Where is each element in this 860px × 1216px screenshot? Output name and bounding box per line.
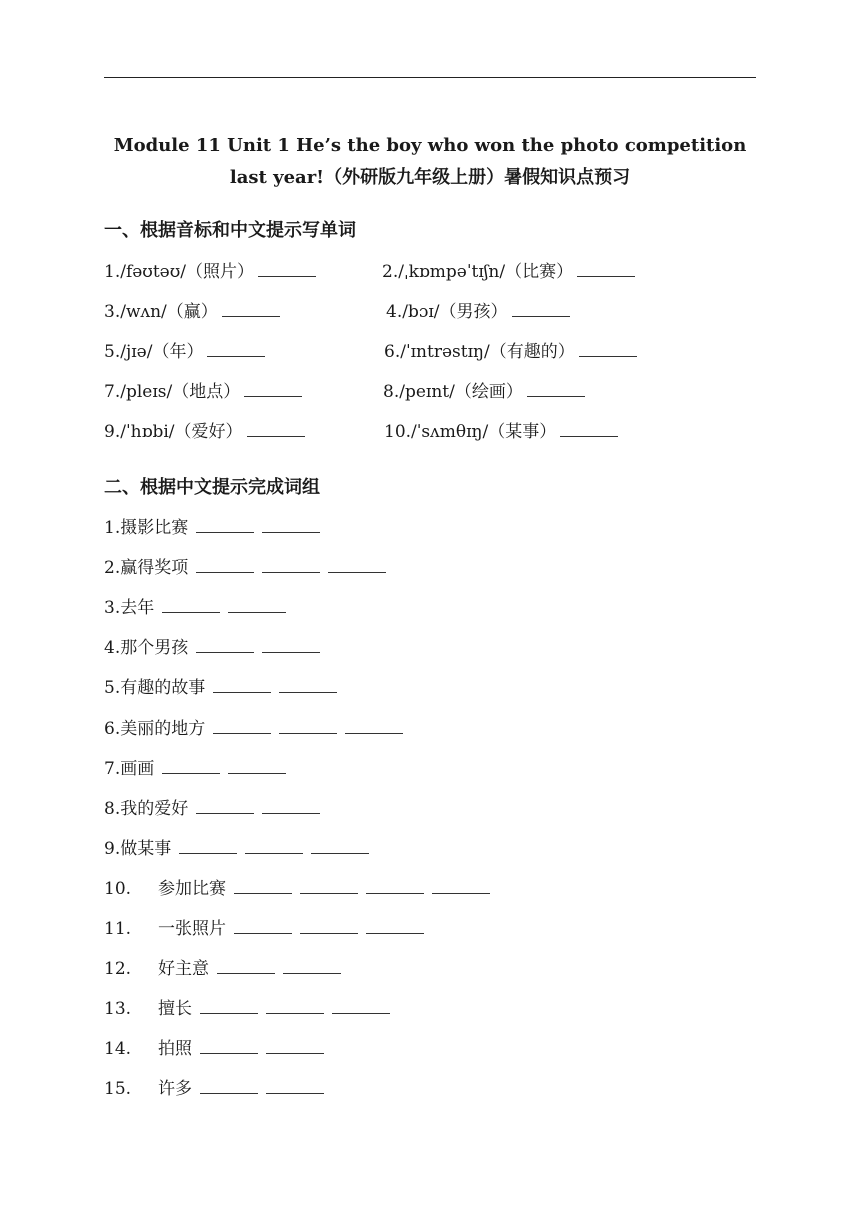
vocab-item-4: 4./bɔɪ/（男孩） bbox=[386, 299, 570, 325]
header-rule bbox=[104, 77, 756, 78]
answer-blank[interactable] bbox=[262, 635, 320, 653]
answer-blank[interactable] bbox=[283, 956, 341, 974]
phrase-item-10 bbox=[104, 876, 490, 902]
answer-blank[interactable] bbox=[213, 675, 271, 693]
phrase-text: 画画 bbox=[120, 758, 155, 779]
phrase-number: 1. bbox=[104, 518, 121, 538]
phrase-text: 许多 bbox=[158, 1079, 192, 1100]
vocab-item-3: 3./wʌn/（赢） bbox=[104, 299, 280, 325]
vocab-item-5: 5./jɪə/（年） bbox=[104, 339, 265, 365]
phrase-item-1 bbox=[104, 515, 320, 541]
answer-blank[interactable] bbox=[262, 555, 320, 573]
answer-blank[interactable] bbox=[332, 996, 390, 1014]
phrase-number: 6. bbox=[104, 718, 121, 739]
document-title bbox=[104, 130, 756, 194]
phrase-number: 8. bbox=[104, 798, 121, 819]
phrase-item-13 bbox=[104, 996, 390, 1022]
answer-blank[interactable] bbox=[200, 996, 258, 1014]
phrase-number: 14. bbox=[104, 1039, 132, 1060]
section-2-heading: 二、根据中文提示完成词组 bbox=[104, 477, 320, 498]
answer-blank[interactable] bbox=[512, 299, 570, 317]
answer-blank[interactable] bbox=[366, 876, 424, 894]
phrase-item-9 bbox=[104, 836, 369, 862]
answer-blank[interactable] bbox=[162, 595, 220, 613]
answer-blank[interactable] bbox=[196, 515, 254, 533]
answer-blank[interactable] bbox=[245, 836, 303, 854]
phrase-text: 那个男孩 bbox=[120, 638, 189, 659]
phrase-item-8 bbox=[104, 796, 320, 822]
phrase-text: 参加比赛 bbox=[158, 878, 226, 899]
answer-blank[interactable] bbox=[258, 259, 316, 277]
answer-blank[interactable] bbox=[244, 379, 302, 397]
vocab-item-9: 9./ˈhɒbi/（爱好） bbox=[104, 419, 305, 445]
answer-blank[interactable] bbox=[266, 996, 324, 1014]
phrase-item-2 bbox=[104, 555, 386, 581]
answer-blank[interactable] bbox=[345, 716, 403, 734]
answer-blank[interactable] bbox=[207, 339, 265, 357]
phrase-number: 15. bbox=[104, 1079, 132, 1100]
phrase-text: 拍照 bbox=[158, 1039, 192, 1060]
answer-blank[interactable] bbox=[234, 916, 292, 934]
phrase-item-5 bbox=[104, 675, 337, 701]
phrase-text: 擅长 bbox=[158, 999, 192, 1020]
phrase-text: 做某事 bbox=[120, 838, 172, 859]
answer-blank[interactable] bbox=[222, 299, 280, 317]
answer-blank[interactable] bbox=[262, 515, 320, 533]
answer-blank[interactable] bbox=[366, 916, 424, 934]
answer-blank[interactable] bbox=[196, 555, 254, 573]
answer-blank[interactable] bbox=[262, 796, 320, 814]
phrase-number: 2. bbox=[104, 558, 121, 579]
phrase-item-3 bbox=[104, 595, 286, 621]
answer-blank[interactable] bbox=[311, 836, 369, 854]
phrase-number: 13. bbox=[104, 999, 132, 1020]
vocab-item-2: 2./ˌkɒmpəˈtɪʃn/（比赛） bbox=[382, 259, 635, 285]
answer-blank[interactable] bbox=[300, 916, 358, 934]
vocab-item-10: 10./ˈsʌmθɪŋ/（某事） bbox=[384, 419, 618, 445]
answer-blank[interactable] bbox=[200, 1036, 258, 1054]
answer-blank[interactable] bbox=[196, 796, 254, 814]
answer-blank[interactable] bbox=[560, 419, 618, 437]
vocab-item-7: 7./pleɪs/（地点） bbox=[104, 379, 302, 405]
phrase-number: 9. bbox=[104, 838, 121, 859]
phrase-text: 去年 bbox=[120, 598, 155, 619]
title-line-1: Module 11 Unit 1 He’s the boy who won the photo competition bbox=[113, 135, 747, 156]
phrase-item-15 bbox=[104, 1076, 324, 1102]
answer-blank[interactable] bbox=[300, 876, 358, 894]
answer-blank[interactable] bbox=[266, 1036, 324, 1054]
answer-blank[interactable] bbox=[579, 339, 637, 357]
answer-blank[interactable] bbox=[432, 876, 490, 894]
phrase-item-14 bbox=[104, 1036, 324, 1062]
phrase-text: 美丽的地方 bbox=[120, 718, 206, 739]
phrase-text: 一张照片 bbox=[158, 919, 226, 939]
answer-blank[interactable] bbox=[228, 595, 286, 613]
answer-blank[interactable] bbox=[179, 836, 237, 854]
phrase-item-11 bbox=[104, 916, 424, 942]
answer-blank[interactable] bbox=[279, 675, 337, 693]
answer-blank[interactable] bbox=[213, 716, 271, 734]
section-1-heading: 一、根据音标和中文提示写单词 bbox=[104, 220, 356, 241]
phrase-text: 赢得奖项 bbox=[120, 558, 189, 579]
answer-blank[interactable] bbox=[279, 716, 337, 734]
phrase-item-6 bbox=[104, 716, 403, 742]
answer-blank[interactable] bbox=[228, 756, 286, 774]
phrase-text: 摄影比赛 bbox=[120, 518, 189, 538]
phrase-number: 7. bbox=[104, 758, 121, 779]
phrase-item-4 bbox=[104, 635, 320, 661]
phrase-number: 5. bbox=[104, 678, 121, 699]
vocab-item-8: 8./peɪnt/（绘画） bbox=[383, 379, 585, 405]
phrase-text: 有趣的故事 bbox=[120, 678, 206, 699]
phrase-number: 3. bbox=[104, 598, 121, 619]
title-line-2: last year!（外研版九年级上册）暑假知识点预习 bbox=[229, 167, 631, 188]
phrase-item-12 bbox=[104, 956, 341, 982]
answer-blank[interactable] bbox=[577, 259, 635, 277]
vocab-item-1: 1./fəʊtəʊ/（照片） bbox=[104, 259, 316, 285]
answer-blank[interactable] bbox=[162, 756, 220, 774]
answer-blank[interactable] bbox=[527, 379, 585, 397]
phrase-item-7 bbox=[104, 756, 286, 782]
phrase-text: 好主意 bbox=[158, 959, 209, 980]
phrase-number: 11. bbox=[104, 919, 132, 939]
phrase-number: 10. bbox=[104, 878, 132, 899]
answer-blank[interactable] bbox=[328, 555, 386, 573]
answer-blank[interactable] bbox=[266, 1076, 324, 1094]
answer-blank[interactable] bbox=[196, 635, 254, 653]
answer-blank[interactable] bbox=[217, 956, 275, 974]
answer-blank[interactable] bbox=[200, 1076, 258, 1094]
phrase-text: 我的爱好 bbox=[120, 798, 189, 819]
vocab-item-6: 6./ˈɪntrəstɪŋ/（有趣的） bbox=[384, 339, 637, 365]
answer-blank[interactable] bbox=[234, 876, 292, 894]
phrase-number: 12. bbox=[104, 959, 132, 980]
answer-blank[interactable] bbox=[247, 419, 305, 437]
phrase-number: 4. bbox=[104, 638, 121, 659]
